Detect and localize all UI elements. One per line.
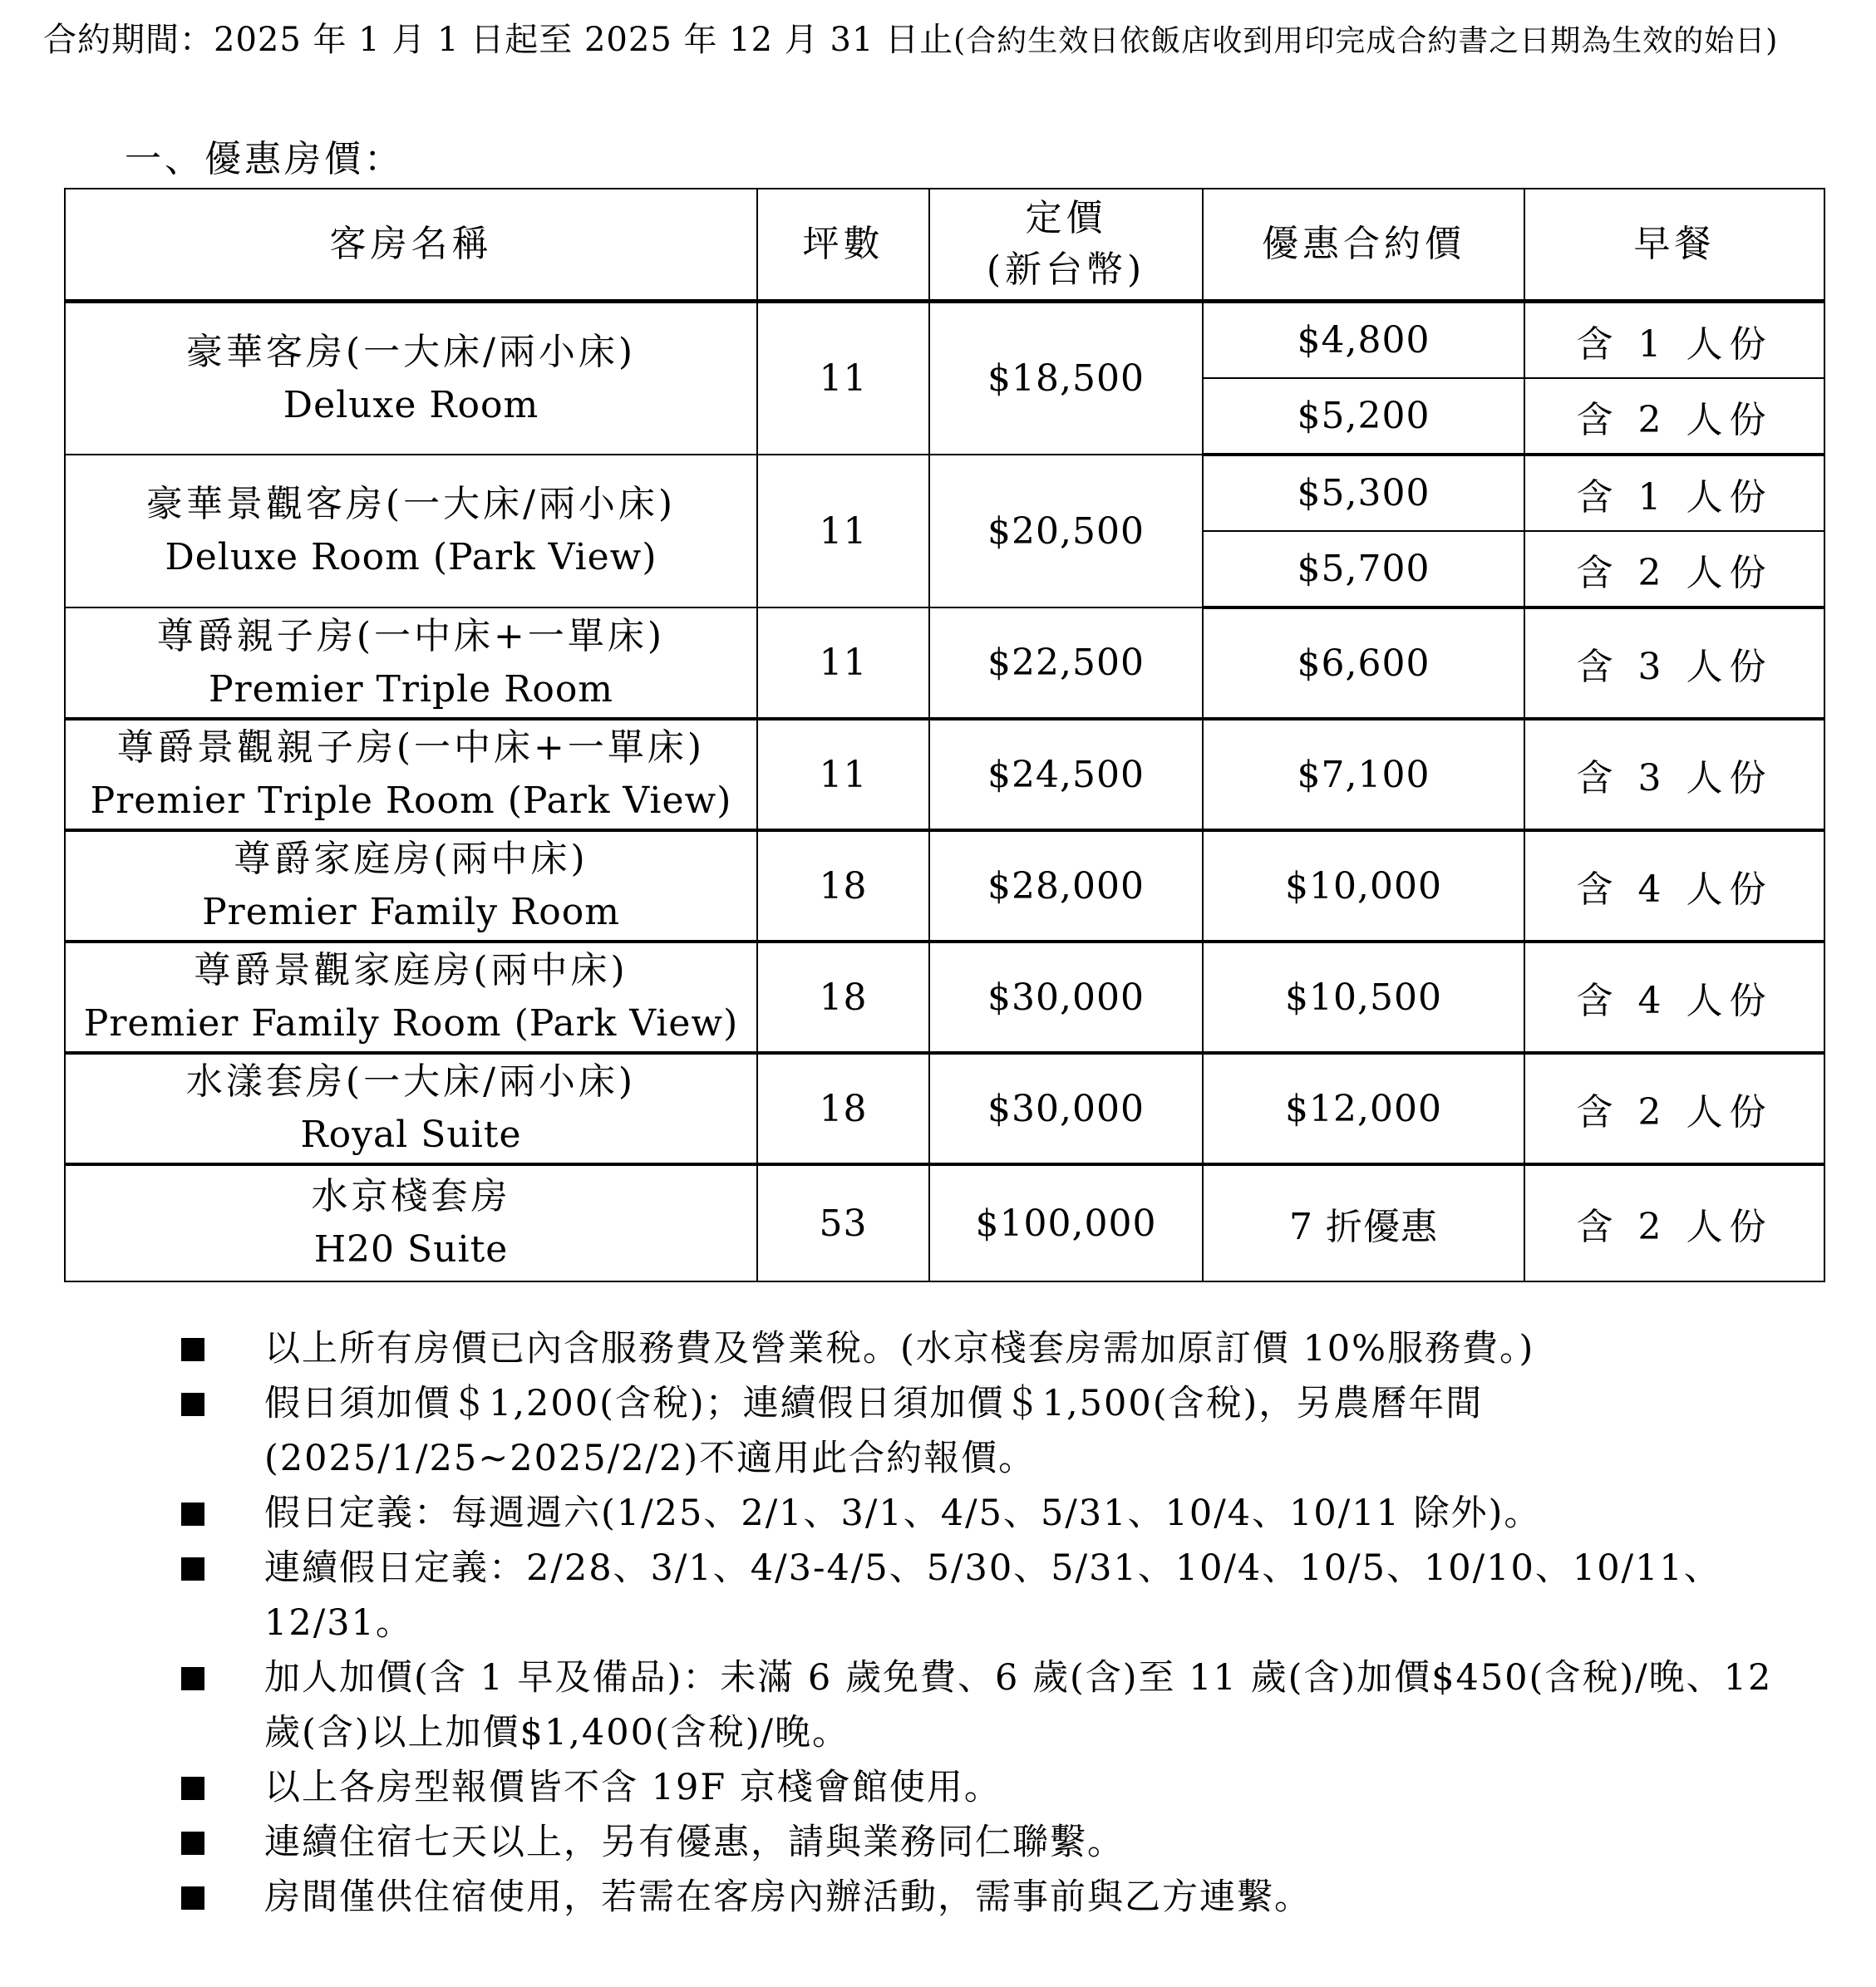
room-list-price: $30,000 <box>929 942 1203 1053</box>
note-text: 假日須加價＄1,200(含稅)；連續假日須加價＄1,500(含稅)，另農曆年間(2025/1/25~2025/2/2)不適用此合約報價。 <box>264 1383 1484 1479</box>
room-name-en: H20 Suite <box>313 1228 509 1271</box>
room-name-en: Deluxe Room <box>283 383 539 426</box>
list-item <box>175 1541 1804 1650</box>
room-name-zh: 水漾套房(一大床/兩小床) <box>185 1060 637 1103</box>
room-breakfast: 含 2 人份 <box>1524 1164 1824 1281</box>
square-bullet-icon <box>181 1667 204 1690</box>
table-row <box>65 719 1824 830</box>
room-name-en: Royal Suite <box>300 1114 522 1156</box>
room-name-cell <box>65 830 757 942</box>
room-list-price: $22,500 <box>929 607 1203 719</box>
room-name-en: Deluxe Room (Park View) <box>165 536 657 578</box>
room-name-zh: 尊爵景觀親子房(一中床+一單床) <box>116 726 706 769</box>
note-text: 假日定義：每週週六(1/25、2/1、3/1、4/5、5/31、10/4、10/11 除外)。 <box>264 1493 1542 1534</box>
room-breakfast: 含 4 人份 <box>1524 830 1824 942</box>
room-breakfast: 含 3 人份 <box>1524 719 1824 830</box>
room-list-price: $30,000 <box>929 1053 1203 1164</box>
room-name-zh: 尊爵親子房(一中床+一單床) <box>156 614 666 657</box>
room-name-zh: 水京棧套房 <box>311 1175 511 1217</box>
contract-period-main: 合約期間：2025 年 1 月 1 日起至 2025 年 12 月 31 日止 <box>43 21 954 59</box>
note-text: 以上各房型報價皆不含 19F 京棧會館使用。 <box>264 1767 1002 1808</box>
room-breakfast: 含 1 人份 <box>1524 302 1824 379</box>
note-text: 連續住宿七天以上，另有優惠，請與業務同仁聯繫。 <box>264 1822 1125 1863</box>
room-name-en: Premier Triple Room <box>208 667 614 711</box>
room-rate-table <box>64 188 1825 1282</box>
room-list-price: $18,500 <box>929 302 1203 455</box>
table-row <box>65 455 1824 531</box>
contract-period <box>43 13 1830 68</box>
list-item <box>175 1650 1804 1760</box>
room-contract-price: 7 折優惠 <box>1203 1164 1524 1281</box>
list-item <box>175 1321 1804 1376</box>
room-name-cell <box>65 942 757 1053</box>
list-item <box>175 1815 1804 1870</box>
room-breakfast: 含 2 人份 <box>1524 531 1824 607</box>
room-name-cell <box>65 1164 757 1281</box>
square-bullet-icon <box>181 1503 204 1526</box>
list-item <box>175 1486 1804 1541</box>
room-name-zh: 豪華客房(一大床/兩小床) <box>185 330 637 373</box>
room-name-en: Premier Triple Room (Park View) <box>90 780 732 822</box>
square-bullet-icon <box>181 1777 204 1800</box>
square-bullet-icon <box>181 1338 204 1361</box>
room-list-price: $24,500 <box>929 719 1203 830</box>
room-breakfast: 含 4 人份 <box>1524 942 1824 1053</box>
room-breakfast: 含 1 人份 <box>1524 455 1824 531</box>
room-breakfast: 含 2 人份 <box>1524 1053 1824 1164</box>
room-name-cell <box>65 455 757 607</box>
room-name-cell <box>65 1053 757 1164</box>
table-row <box>65 607 1824 719</box>
room-size: 11 <box>757 455 929 607</box>
room-size: 18 <box>757 942 929 1053</box>
room-list-price: $28,000 <box>929 830 1203 942</box>
room-size: 18 <box>757 1053 929 1164</box>
list-item <box>175 1760 1804 1815</box>
square-bullet-icon <box>181 1557 204 1581</box>
room-contract-price: $4,800 <box>1203 302 1524 379</box>
room-breakfast: 含 3 人份 <box>1524 607 1824 719</box>
room-list-price: $100,000 <box>929 1164 1203 1281</box>
table-row <box>65 830 1824 942</box>
room-contract-price: $6,600 <box>1203 607 1524 719</box>
room-name-cell <box>65 719 757 830</box>
table-header-row <box>65 189 1824 302</box>
notes-list <box>175 1321 1804 1925</box>
note-text: 房間僅供住宿使用，若需在客房內辦活動，需事前與乙方連繫。 <box>264 1876 1312 1918</box>
room-size: 11 <box>757 302 929 455</box>
room-size: 18 <box>757 830 929 942</box>
square-bullet-icon <box>181 1832 204 1855</box>
note-text: 連續假日定義：2/28、3/1、4/3-4/5、5/30、5/31、10/4、10/5、10/10、10/11、12/31。 <box>264 1547 1721 1644</box>
room-size: 11 <box>757 719 929 830</box>
room-contract-price: $7,100 <box>1203 719 1524 830</box>
room-name-zh: 尊爵景觀家庭房(兩中床) <box>194 949 628 991</box>
room-size: 53 <box>757 1164 929 1281</box>
header-size: 坪數 <box>757 189 929 302</box>
room-contract-price: $10,500 <box>1203 942 1524 1053</box>
header-list-price-line2: (新台幣) <box>986 248 1146 291</box>
header-contract-price: 優惠合約價 <box>1203 189 1524 302</box>
room-name-en: Premier Family Room <box>202 891 620 933</box>
room-name-zh: 尊爵家庭房(兩中床) <box>234 838 588 880</box>
room-name-cell <box>65 607 757 719</box>
table-row <box>65 1053 1824 1164</box>
table-row <box>65 942 1824 1053</box>
list-item <box>175 1870 1804 1925</box>
room-breakfast: 含 2 人份 <box>1524 378 1824 455</box>
table-row <box>65 1164 1824 1281</box>
contract-period-note: (合約生效日依飯店收到用印完成合約書之日期為生效的始日) <box>953 24 1779 58</box>
list-item <box>175 1376 1804 1486</box>
note-text: 以上所有房價已內含服務費及營業稅。(水京棧套房需加原訂價 10%服務費。) <box>264 1328 1535 1370</box>
square-bullet-icon <box>181 1393 204 1416</box>
section-title: 一、優惠房價： <box>125 138 404 180</box>
header-list-price <box>929 189 1203 302</box>
room-contract-price: $5,300 <box>1203 455 1524 531</box>
header-list-price-line1: 定價 <box>1025 197 1107 239</box>
room-name-zh: 豪華景觀客房(一大床/兩小床) <box>145 483 677 525</box>
room-contract-price: $10,000 <box>1203 830 1524 942</box>
header-room-name: 客房名稱 <box>65 189 757 302</box>
room-list-price: $20,500 <box>929 455 1203 607</box>
table-row <box>65 302 1824 379</box>
room-contract-price: $12,000 <box>1203 1053 1524 1164</box>
note-text: 加人加價(含 1 早及備品)：未滿 6 歲免費、6 歲(含)至 11 歲(含)加價$450(含稅)/晚、12 歲(含)以上加價$1,400(含稅)/晚。 <box>264 1657 1773 1753</box>
room-contract-price: $5,700 <box>1203 531 1524 607</box>
square-bullet-icon <box>181 1886 204 1910</box>
room-name-cell <box>65 302 757 455</box>
room-size: 11 <box>757 607 929 719</box>
header-breakfast: 早餐 <box>1524 189 1824 302</box>
room-name-en: Premier Family Room (Park View) <box>83 1002 739 1045</box>
room-contract-price: $5,200 <box>1203 378 1524 455</box>
